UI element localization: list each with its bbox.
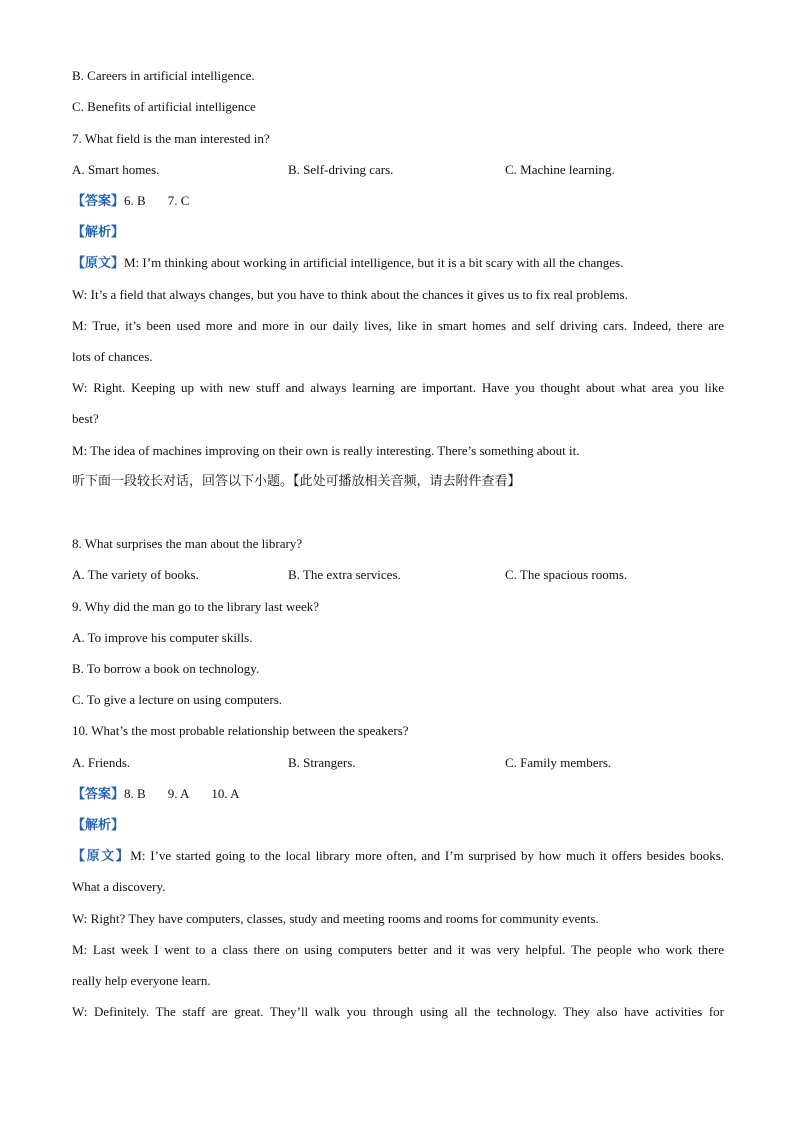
transcript-line-1 <box>72 253 724 273</box>
q7-option-b: B. Self-driving cars. <box>288 162 394 177</box>
q10-option-c: C. Family members. <box>505 755 612 770</box>
q9-option-b: B. To borrow a book on technology. <box>72 661 260 676</box>
answer-8: 8. B <box>124 786 146 801</box>
question-8-options <box>72 565 724 585</box>
transcript-line-5: W: Right. Keeping up with new stuff and always learning are important. Have you thought about what area you like <box>72 380 724 395</box>
question-10-options <box>72 753 724 773</box>
transcript-2-line-5: really help everyone learn. <box>72 973 211 988</box>
transcript-2-line-4: M: Last week I went to a class there on using computers better and it was very helpful. The people who work there <box>72 942 724 957</box>
option-b-q6: B. Careers in artificial intelligence. <box>72 68 255 83</box>
analysis-heading-1 <box>72 222 724 242</box>
transcript-2-line-6: W: Definitely. The staff are great. They’ll walk you through using all the technology. They also have activities for <box>72 1004 724 1019</box>
q9-option-c: C. To give a lecture on using computers. <box>72 692 283 707</box>
question-8: 8. What surprises the man about the library? <box>72 536 303 551</box>
q8-option-b: B. The extra services. <box>288 567 401 582</box>
transcript-line-4: lots of chances. <box>72 349 153 364</box>
q7-option-c: C. Machine learning. <box>505 162 615 177</box>
answer-tag: 【答案】 <box>72 787 125 802</box>
question-7-options <box>72 160 724 180</box>
transcript-text: M: I’ve started going to the local library more often, and I’m surprised by how much it offers besides books. <box>130 848 724 863</box>
question-9: 9. Why did the man go to the library last week? <box>72 599 320 614</box>
analysis-tag: 【解析】 <box>72 225 125 240</box>
question-7: 7. What field is the man interested in? <box>72 131 270 146</box>
analysis-tag: 【解析】 <box>72 818 125 833</box>
answer-10: 10. A <box>211 786 240 801</box>
q10-option-b: B. Strangers. <box>288 755 356 770</box>
q9-option-a: A. To improve his computer skills. <box>72 630 253 645</box>
answer-line-2 <box>72 784 724 804</box>
transcript-2-line-1 <box>72 846 724 866</box>
answer-line-1 <box>72 191 724 211</box>
answer-tag: 【答案】 <box>72 194 125 209</box>
q8-option-c: C. The spacious rooms. <box>505 567 628 582</box>
q7-option-a: A. Smart homes. <box>72 162 160 177</box>
transcript-tag: 【原文】 <box>72 256 125 271</box>
option-c-q6: C. Benefits of artificial intelligence <box>72 99 256 114</box>
transcript-text: M: I’m thinking about working in artificial intelligence, but it is a bit scary with all the changes. <box>124 255 624 270</box>
analysis-heading-2 <box>72 815 724 835</box>
transcript-line-7: M: The idea of machines improving on their own is really interesting. There’s something about it. <box>72 443 580 458</box>
transcript-2-line-2: What a discovery. <box>72 879 166 894</box>
transcript-line-6: best? <box>72 411 99 426</box>
answer-9: 9. A <box>167 786 190 801</box>
q10-option-a: A. Friends. <box>72 755 131 770</box>
transcript-line-3: M: True, it’s been used more and more in our daily lives, like in smart homes and self driving cars. Indeed, there are <box>72 318 724 333</box>
q8-option-a: A. The variety of books. <box>72 567 199 582</box>
transcript-tag: 【原文】 <box>72 849 131 864</box>
answer-7: 7. C <box>167 193 190 208</box>
listening-instruction: 听下面一段较长对话，回答以下小题。【此处可播放相关音频，请去附件查看】 <box>72 474 521 489</box>
transcript-line-2: W: It’s a field that always changes, but you have to think about the chances it gives us to fix real problems. <box>72 287 628 302</box>
transcript-2-line-3: W: Right? They have computers, classes, study and meeting rooms and rooms for community events. <box>72 911 599 926</box>
answer-6: 6. B <box>124 193 146 208</box>
question-10: 10. What’s the most probable relationship between the speakers? <box>72 723 409 738</box>
